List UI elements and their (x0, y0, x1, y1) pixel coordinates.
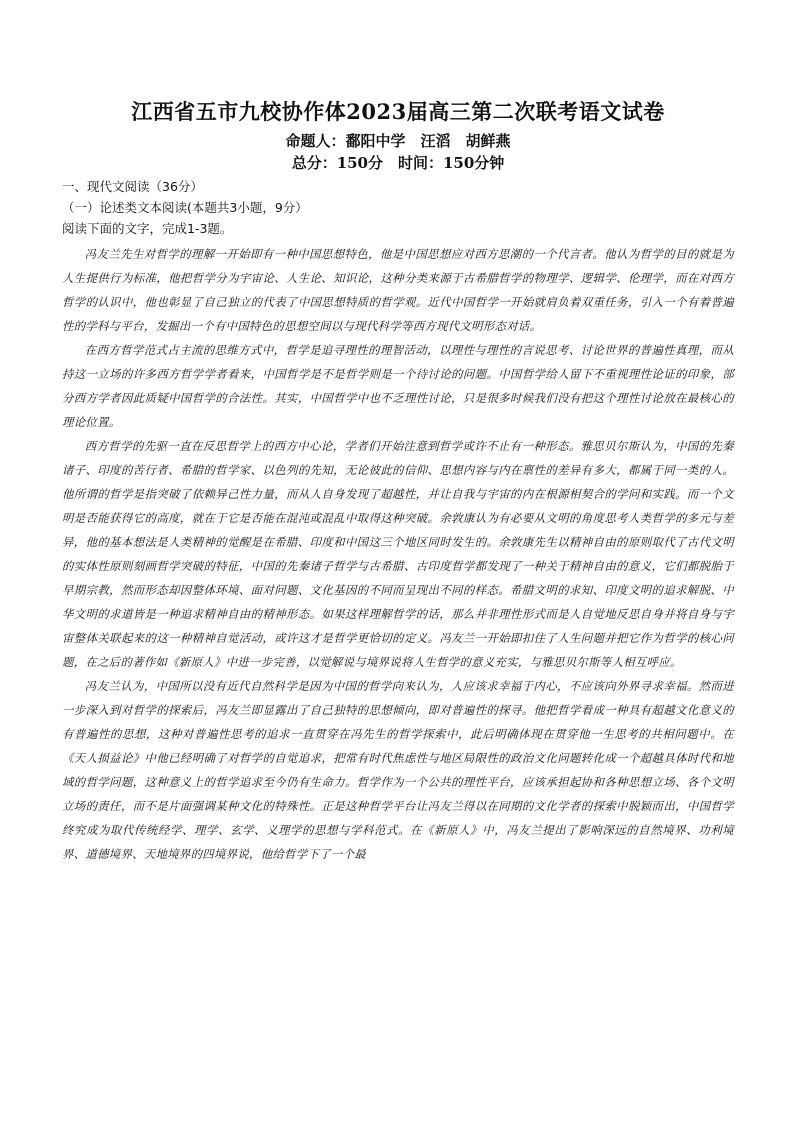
part-heading: 一、现代文阅读（36分） (62, 179, 203, 194)
author-line: 命题人：鄱阳中学 汪滔 胡鲜燕 (285, 132, 511, 150)
passage-paragraph-2: 在西方哲学范式占主流的思维方式中，哲学是追寻理性的理智活动，以理性与理性的言说思考、讨论世界的普遍性真理，而从持这一立场的许多西方哲学学者看来，中国哲学是不是哲学则是一个待讨论的问题。中国哲学给人留下不重视理性论证的印象，部分西方学者因此质疑中国哲学的合法性。其实，中国哲学中也不乏理性讨论，只是很多时候我们没有把这个理性讨论放在最核心的理论位置。 (62, 343, 734, 429)
subsection-heading: （一）论述类文本阅读(本题共3小题，9分） (62, 200, 308, 215)
score-time-line: 总分：150分 时间：150分钟 (291, 154, 505, 172)
passage-paragraph-4: 冯友兰认为，中国所以没有近代自然科学是因为中国的哲学向来认为，人应该求幸福于内心，不应该向外界寻求幸福。然而进一步深入到对哲学的探索后，冯友兰即显露出了自己独特的思想倾向，即对普遍性的探寻。他把哲学看成一种具有超越文化意义的有普遍性的思想，这种对普遍性思考的追求一直贯穿在冯先生的哲学探索中，此后明确体现在贯穿他一生思考的共相问题中。在《天人损益论》中他已经明确了对哲学的自觉追求，把常有时代焦虑性与地区局限性的政治文化问题转化成一个超越具体时代和地域的哲学问题，这种意义上的哲学追求至今仍有生命力。哲学作为一个公共的理性平台，应该承担起协和各种思想立场、各个文明立场的责任，而不是片面强调某种文化的特殊性。正是这种哲学平台让冯友兰得以在同期的文化学者的探索中脱颖而出，中国哲学终究成为取代传统经学、理学、玄学、义理学的思想与学科范式。在《新原人》中，冯友兰提出了影响深远的自然境界、功利境界、道德境界、天地境界的四境界说，他给哲学下了一个最 (62, 679, 734, 861)
passage-paragraph-1: 冯友兰先生对哲学的理解一开始即有一种中国思想特色，他是中国思想应对西方思潮的一个代言者。他认为哲学的目的就是为人生提供行为标准，他把哲学分为宇宙论、人生论、知识论，这种分类来源于古希腊哲学的物理学、逻辑学、伦理学，而在对西方哲学的认识中，他也彰显了自己独立的代表了中国思想特质的哲学观。近代中国哲学一开始就肩负着双重任务，引入一个有着普遍性的学科与平台，发掘出一个有中国特色的思想空间以与现代科学等西方现代文明形态对话。 (62, 247, 734, 333)
passage-paragraph-3: 西方哲学的先驱一直在反思哲学上的西方中心论，学者们开始注意到哲学或许不止有一种形态。雅思贝尔斯认为，中国的先秦诸子、印度的苦行者、希腊的哲学家、以色列的先知，无论彼此的信仰、思想内容与内在禀性的差异有多大，都属于同一类的人。他所谓的哲学是指突破了依赖异己性力量，而从人自身发现了超越性，并让自我与宇宙的内在根源相契合的学问和实践。而一个文明是否能获得它的高度，就在于它是否能在混沌或混乱中取得这种突破。余敦康认为有必要从文明的角度思考人类哲学的多元与差异，他的基本想法是人类精神的觉醒是在希腊、印度和中国这三个地区同时发生的。余敦康先生以精神自由的原则取代了古代文明的实体性原则刻画哲学突破的特征，中国的先秦诸子哲学与古希腊、古印度哲学都发现了一种关于精神自由的意义，它们都脱胎于早期宗教，然而形态却因整体环境、面对问题、文化基因的不同而呈现出不同的样态。希腊文明的求知、印度文明的追求解脱、中华文明的求道皆是一种追求精神自由的精神形态。如果这样理解哲学的话，那么并非理性形式而是人自觉地反思自身并将自身与宇宙整体关联起来的这一种精神自觉活动，或许这才是哲学更恰切的定义。冯友兰一开始即扣住了人生问题并把它作为哲学的核心问题，在之后的著作如《新原人》中进一步完善，以觉解说与境界说将人生哲学的意义充实，与雅思贝尔斯等人相互呼应。 (62, 439, 734, 669)
reading-instruction: 阅读下面的文字，完成1-3题。 (62, 221, 233, 236)
exam-title: 江西省五市九校协作体2023届高三第二次联考语文试卷 (131, 99, 665, 124)
